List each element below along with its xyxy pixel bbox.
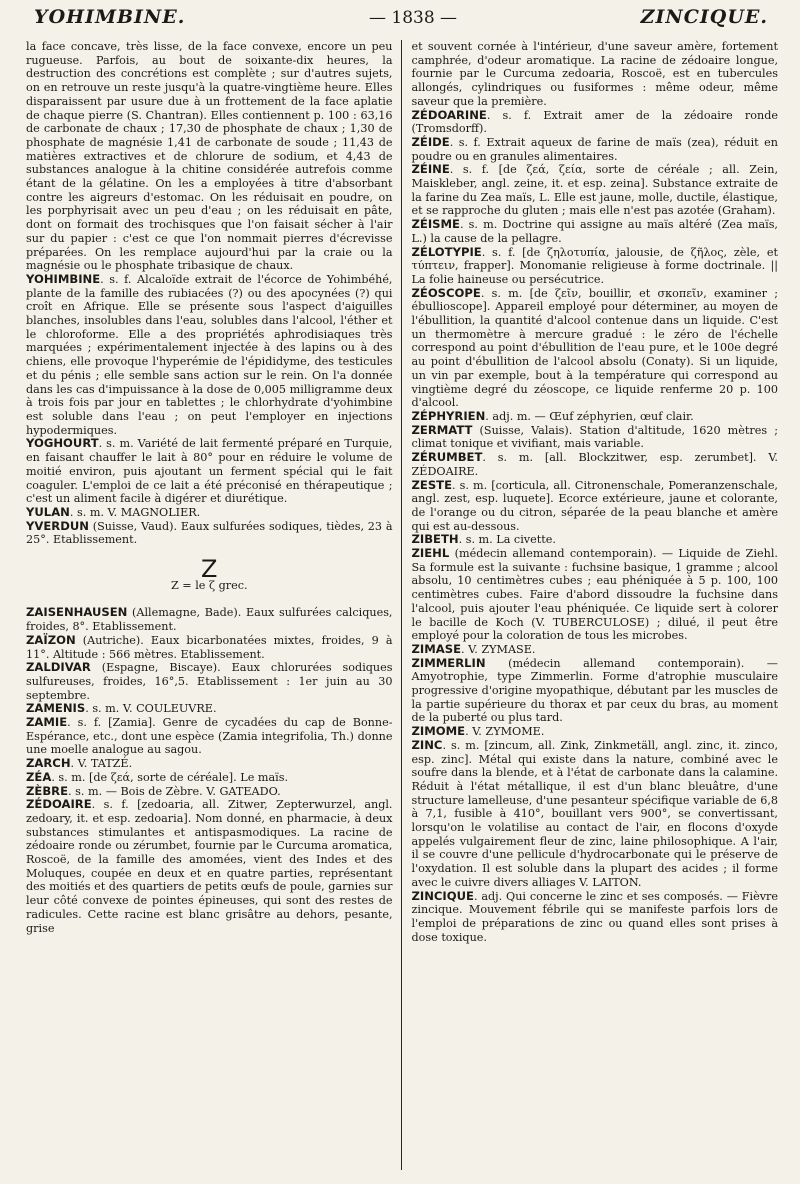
entry-headword: ZALDIVAR xyxy=(26,660,91,675)
entry-headword: ZÉDOAIRE xyxy=(26,797,92,812)
entry-headword: ZÉLOTYPIE xyxy=(411,244,482,259)
dictionary-entry xyxy=(412,136,779,163)
dictionary-entry xyxy=(26,606,393,633)
dictionary-entry xyxy=(26,757,393,771)
dictionary-entry xyxy=(412,725,779,739)
entry-definition: . s. m. [de ζεά, sorte de céréale]. Le maïs. xyxy=(51,770,289,784)
right-continuation-text: et souvent cornée à l'intérieur, d'une saveur amère, fortement camphrée, d'odeur aromatique. La racine de zédoaire longue, fournie par le Curcuma zedoaria, Roscoë, est en tubercules allongés, cylindriques ou fusiformes : même odeur, même saveur que la première. xyxy=(411,40,778,108)
running-header xyxy=(26,6,778,40)
entry-definition: . s. m. V. COULEUVRE. xyxy=(85,702,217,716)
entry-headword: ZÉINE xyxy=(411,162,450,177)
entry-headword: ZÉDOARINE xyxy=(411,107,487,122)
entry-headword: ZIBETH xyxy=(411,532,459,547)
entry-definition: . s. f. Alcaloïde extrait de l'écorce de Yohimbéhé, plante de la famille des rubiacées (?) ou des apocynées (?) qui croît en Afrique. Elle se présente sous l'aspect d'aiguilles blanches, insolubles dans l'eau, solubles dans l'alcool, l'éther et le chloroforme. Elle a des propriétés aphrodisiaques très marquées ; expérimentalement injectée à des lapins ou à des chiens, elle provoque l'hyperémie de l'épididyme, des testicules et du pénis ; elle semble sans action sur le rein. On l'a donnée dans les cas d'impuissance à la dose de 0,005 milligramme deux à trois fois par jour en tablettes ; le chlorhydrate d'yohimbine est soluble dans l'eau ; on peut l'employer en injections hypodermiques. xyxy=(26,272,393,437)
dictionary-entry xyxy=(412,218,779,245)
right-column xyxy=(402,40,779,1170)
dictionary-entry xyxy=(26,520,393,547)
entry-definition: . s. f. [zedoaria, all. Zitwer, Zepterwurzel, angl. zedoary, it. et esp. zedoaria]. Nom donné, en pharmacie, à deux substances stimulantes et antispasmodiques. La racine de zédoaire ronde ou zérumbet, fournie par le Curcuma aromatica, Roscoë, de la famille des amomées, vient des Indes et des Moluques, coupée en deux et en quatre parties, représentant des moitiés et des quartiers de petits œufs de poule, garnies sur leur côté convexe de pointes épineuses, qui sont des restes de radicules. Cette racine est blanc grisâtre au dehors, pesante, grise xyxy=(26,798,393,935)
entry-definition: (Allemagne, Bade). Eaux sulfurées calciques, froides, 8°. Etablissement. xyxy=(26,606,393,634)
entry-headword: YVERDUN xyxy=(26,518,89,533)
entry-definition: . s. m. La civette. xyxy=(458,533,556,547)
entry-definition: . s. m. [corticula, all. Citronenschale, Pomeranzenschale, angl. zest, esp. luquete]. Ecorce extérieure, jaune et colorante, de l'orange ou du citron, séparée de la peau blanche et amère qui est au-dessous. xyxy=(411,478,778,533)
entry-headword: ZAÏZON xyxy=(26,632,76,647)
entry-definition: (médecin allemand contemporain). — Liquide de Ziehl. Sa formule est la suivante : fuchsine basique, 1 gramme ; alcool absolu, 10 centimètres cubes ; eau phéniquée à 5 p. 100, 100 centimètres cubes. Faire d'abord dissoudre la fuchsine dans l'alcool, puis ajouter l'eau phéniquée. Ce liquide sert à colorer le bacille de Koch (V. TUBERCULOSE) ; dilué, il peut être employé pour la coloration de tous les microbes. xyxy=(411,547,778,643)
entry-definition: (médecin allemand contemporain). — Amyotrophie, type Zimmerlin. Forme d'atrophie musculaire progressive d'origine myopathique, débutant par les muscles de la partie supérieure du thorax et par ceux du bras, au moment de la puberté ou plus tard. xyxy=(411,656,778,725)
entry-definition: . adj. m. — Œuf zéphyrien, œuf clair. xyxy=(485,409,694,423)
entry-definition: (Autriche). Eaux bicarbonatées mixtes, froides, 9 à 11°. Altitude : 566 mètres. Etablissement. xyxy=(26,633,393,661)
entry-headword: ZESTE xyxy=(411,477,453,492)
entry-definition: . s. m. [de ζεῖν, bouillir, et σκοπεῖν, examiner ; ébullioscope]. Appareil employé pour déterminer, au moyen de l'ébullition, la quantité d'alcool contenue dans un liquide. C'est un thermomètre à mercure gradué : le zéro de l'échelle correspond au point d'ébullition de l'eau pure, et le 100e degré au point d'ébullition de l'alcool absolu (Conaty). Si un liquide, un vin par exemple, bout à la température qui correspond au vingtième degré du zéoscope, ce liquide renferme 20 p. 100 d'alcool. xyxy=(411,286,778,410)
columns xyxy=(26,40,778,1170)
entry-headword: ZÈBRE xyxy=(26,783,69,798)
entry-headword: ZIMOME xyxy=(411,724,466,739)
entry-definition: (Espagne, Biscaye). Eaux chlorurées sodiques sulfureuses, froides, 16°,5. Etablissement : 1er juin au 30 septembre. xyxy=(26,661,393,702)
entry-headword: YOGHOURT xyxy=(26,436,99,451)
header-left-word: YOHIMBINE. xyxy=(34,6,186,28)
page-number: — 1838 — xyxy=(368,8,458,28)
dictionary-entry xyxy=(412,451,779,478)
entry-headword: ZÉRUMBET xyxy=(411,450,483,465)
entry-headword: ZINCIQUE xyxy=(411,888,474,903)
entry-headword: YOHIMBINE xyxy=(26,271,101,286)
dictionary-entry xyxy=(26,798,393,935)
entry-definition: . s. m. Variété de lait fermenté préparé en Turquie, en faisant chauffer le lait à 80° pour en réduire le volume de moitié environ, puis ajoutant un ferment spécial qui le fait coaguler. L'emploi de ce lait a été préconisé en thérapeutique ; c'est un aliment facile à digérer et diurétique. xyxy=(26,437,393,506)
entry-definition: . s. f. [de ζεά, ζεία, sorte de céréale ; all. Zein, Maiskleber, angl. zeine, it. et esp. zeina]. Substance extraite de la farine du Zea maïs, L. Elle est jaune, molle, ductile, élastique, et se rapproche du gluten ; mais elle n'est pas azotée (Graham). xyxy=(411,163,778,218)
header-right-word: ZINCIQUE. xyxy=(640,6,768,28)
dictionary-entry xyxy=(26,661,393,702)
section-letter: Z xyxy=(201,555,218,584)
dictionary-entry xyxy=(412,657,779,726)
entry-definition: (Suisse, Vaud). Eaux sulfurées sodiques, tièdes, 23 à 25°. Etablissement. xyxy=(26,519,393,547)
dictionary-entry xyxy=(412,547,779,643)
entry-headword: ZIMMERLIN xyxy=(411,655,486,670)
dictionary-entry xyxy=(412,643,779,657)
entry-definition: . s. f. Extrait amer de la zédoaire ronde (Tromsdorff). xyxy=(411,108,778,136)
entry-definition: . s. m. V. MAGNOLIER. xyxy=(69,505,201,519)
dictionary-entry xyxy=(412,109,779,136)
left-entries-after xyxy=(26,606,393,935)
entry-definition: (Suisse, Valais). Station d'altitude, 1620 mètres ; climat tonique et vivifiant, mais variable. xyxy=(411,423,778,451)
entry-headword: ZIMASE xyxy=(411,641,461,656)
entry-headword: ZÉA xyxy=(26,769,52,784)
entry-headword: ZÉPHYRIEN xyxy=(411,408,486,423)
left-column xyxy=(26,40,402,1170)
entry-definition: . V. TATZÉ. xyxy=(70,757,133,771)
dictionary-entry xyxy=(412,890,779,945)
dictionary-entry xyxy=(26,634,393,661)
left-continuation-text: la face concave, très lisse, de la face convexe, encore un peu rugueuse. Parfois, au bout de soixante-dix heures, la destruction des concrétions est complète ; sur d'autres sujets, on en retrouve un reste jusqu'à la quatre-vingtième heure. Elles disparaissent par usure due à un frottement de la face aplatie de chaque pierre (S. Chantran). Elles contiennent p. 100 : 63,16 de carbonate de chaux ; 17,30 de phosphate de chaux ; 1,30 de phosphate de magnésie 1,41 de carbonate de soude ; 11,43 de matières extractives et de chlorure de sodium, et 4,43 de substances analogue à la chitine considérée autrefois comme étant de la gélatine. On les a employées à titre d'absorbant contre les aigreurs d'estomac. On les réduisait en poudre, on les porphyrisait avec un peu d'eau ; on les réduisait en pâte, dont on formait des trochisques que l'on faisait sécher à l'air sur du papier : c'est ce que l'on nommait pierres d'écrevisse préparées. On les remplace aujourd'hui par la craie ou la magnésie ou le phosphate tribasique de chaux. xyxy=(26,40,393,273)
dictionary-entry xyxy=(26,437,393,506)
entry-definition: . s. m. Doctrine qui assigne au maïs altéré (Zea maïs, L.) la cause de la pellagre. xyxy=(411,218,778,245)
entry-headword: YULAN xyxy=(26,504,70,519)
entry-headword: ZÉISME xyxy=(411,217,460,232)
dictionary-entry xyxy=(412,246,779,287)
entry-definition: . V. ZYMOME. xyxy=(465,725,545,739)
dictionary-entry xyxy=(26,716,393,757)
dictionary-entry xyxy=(412,533,779,547)
dictionary-entry xyxy=(412,479,779,534)
dictionary-entry xyxy=(412,424,779,451)
dictionary-entry xyxy=(412,287,779,410)
entry-headword: ZAISENHAUSEN xyxy=(26,605,128,620)
right-entries xyxy=(412,109,779,945)
entry-headword: ZAMENIS xyxy=(26,701,86,716)
dictionary-entry xyxy=(412,739,779,890)
left-entries-before xyxy=(26,273,393,547)
dictionary-entry xyxy=(26,506,393,520)
entry-definition: . s. f. [de ζηλοτυπία, jalousie, de ζῆλος, zèle, et τύπτειν, frapper]. Monomanie religieuse à forme doctrinale. || La folie haineuse ou persécutrice. xyxy=(411,245,778,286)
entry-definition: . s. f. [Zamia]. Genre de cycadées du cap de Bonne-Espérance, etc., dont une espèce (Zamia integrifolia, Th.) donne une moelle analogue au sagou. xyxy=(26,716,393,757)
dictionary-entry xyxy=(26,273,393,437)
entry-headword: ZERMATT xyxy=(411,422,473,437)
entry-headword: ZÉIDE xyxy=(411,134,450,149)
entry-definition: . s. m. — Bois de Zèbre. V. GATEADO. xyxy=(68,784,281,798)
entry-definition: . s. m. [zincum, all. Zink, Zinkmetäll, angl. zinc, it. zinco, esp. zinc]. Métal qui existe dans la nature, combiné avec le soufre dans la blende, et à l'état de carbonate dans la calamine. Réduit à l'état métallique, il est d'un blanc bleuâtre, d'une structure lamelleuse, d'une pesanteur spécifique variable de 6,8 à 7,1, fusible à 410°, bouillant vers 900°, se convertissant, lorsqu'on le volatilise au contact de l'air, en flocons d'oxyde appelés vulgairement fleur de zinc, laine philosophique. A l'air, il se couvre d'une pellicule d'hydrocarbonate qui le préserve de l'oxydation. Il est soluble dans la plupart des acides ; il forme avec le cuivre divers alliages V. LAITON. xyxy=(411,738,778,889)
entry-headword: ZÉOSCOPE xyxy=(411,285,481,300)
section-subtitle: Z = le ζ grec. xyxy=(170,578,248,592)
dictionary-entry xyxy=(412,163,779,218)
entry-headword: ZINC xyxy=(411,737,443,752)
entry-definition: . s. m. [all. Blockzitwer, esp. zerumbet]. V. ZÉDOAIRE. xyxy=(411,451,778,478)
dictionary-entry xyxy=(412,410,779,424)
entry-definition: . adj. Qui concerne le zinc et ses composés. — Fièvre zincique. Mouvement fébrile qui se manifeste parfois lors de l'emploi de préparations de zinc ou quand elles sont prises à dose toxique. xyxy=(411,889,778,944)
dictionary-entry xyxy=(26,702,393,716)
entry-definition: . V. ZYMASE. xyxy=(461,642,536,656)
entry-headword: ZAMIE xyxy=(26,715,68,730)
entry-headword: ZIEHL xyxy=(411,546,450,561)
entry-headword: ZARCH xyxy=(26,756,71,771)
dictionary-entry xyxy=(26,771,393,785)
entry-definition: . s. f. Extrait aqueux de farine de maïs (zea), réduit en poudre ou en granules alimentaires. xyxy=(411,135,778,163)
